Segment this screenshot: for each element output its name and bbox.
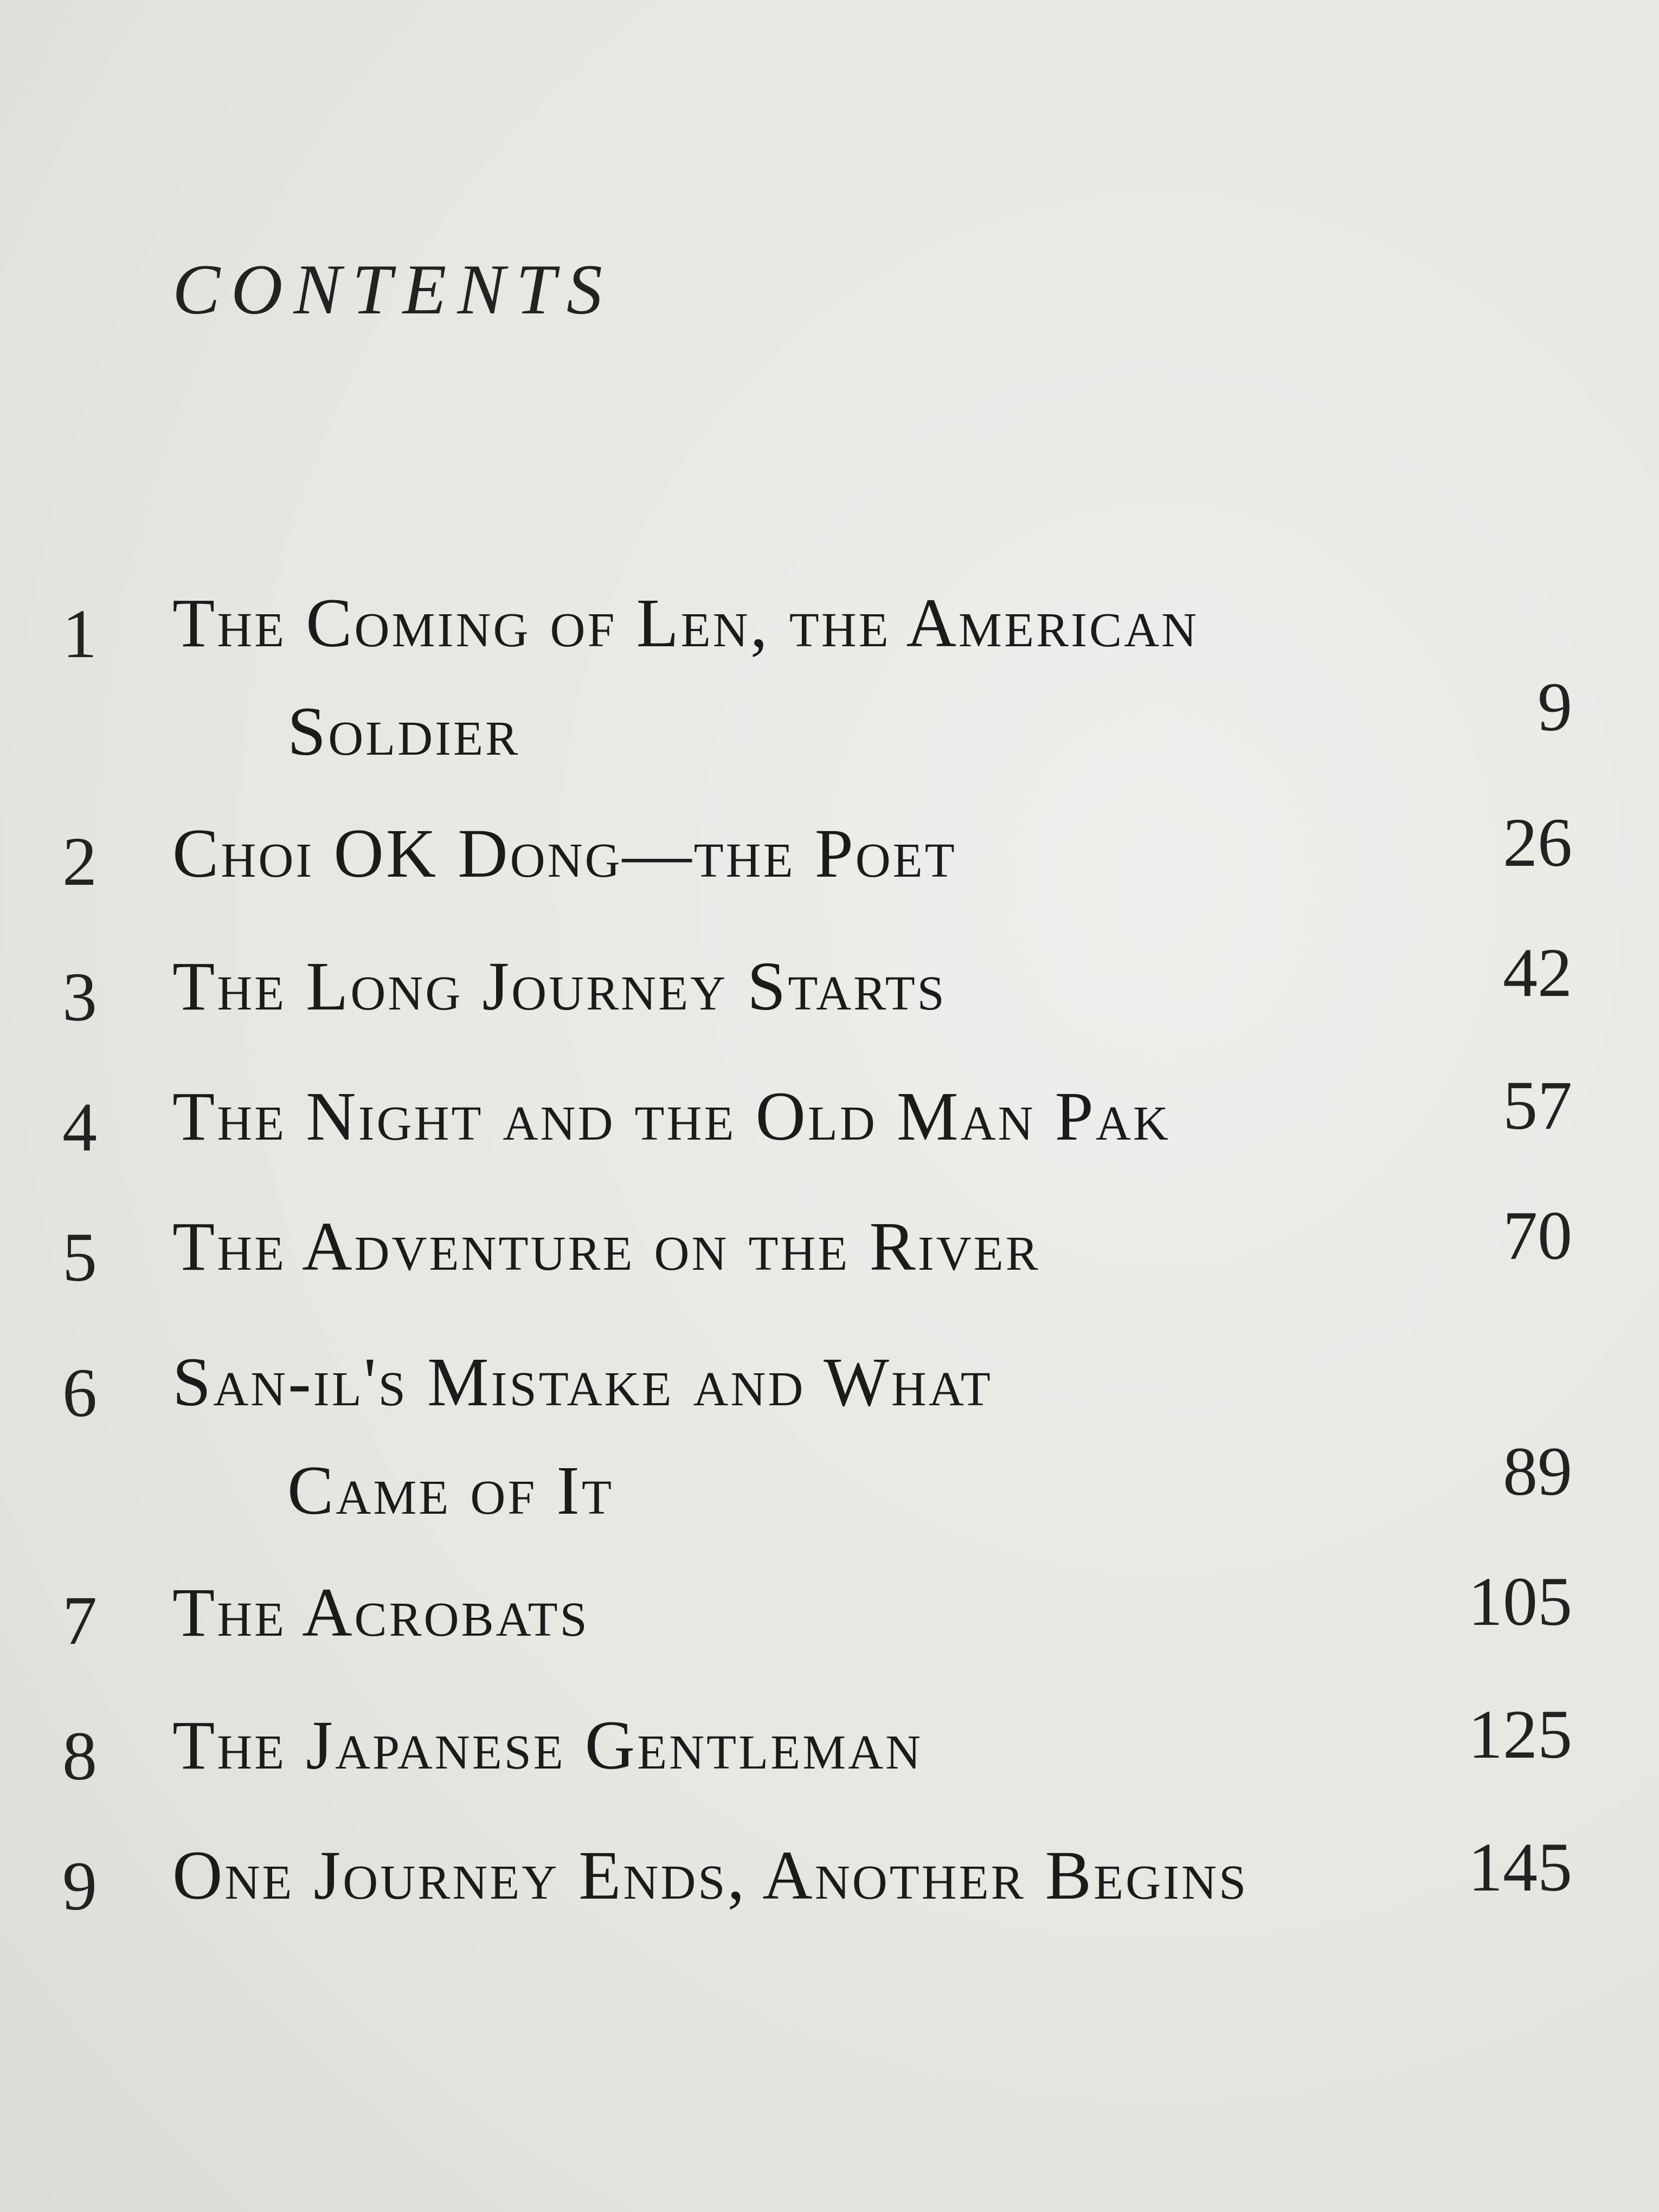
page-number: 125: [1468, 1696, 1572, 1773]
page-number: 145: [1468, 1829, 1572, 1906]
chapter-title-continuation: Came of It: [287, 1452, 614, 1529]
chapter-number: 3: [62, 959, 97, 1036]
chapter-number: 8: [62, 1718, 97, 1795]
chapter-number: 6: [62, 1354, 97, 1431]
chapter-number: 5: [62, 1219, 97, 1296]
chapter-number: 9: [62, 1848, 97, 1925]
chapter-title: Choi OK Dong—the Poet: [172, 815, 957, 892]
chapter-title-continuation: Soldier: [287, 693, 520, 770]
chapter-title: The Japanese Gentleman: [172, 1707, 923, 1784]
page-number: 9: [1538, 668, 1572, 745]
page-number: 89: [1503, 1433, 1572, 1510]
chapter-title: San-il's Mistake and What: [172, 1343, 993, 1420]
chapter-title: The Night and the Old Man Pak: [172, 1078, 1171, 1155]
page-number: 105: [1468, 1563, 1572, 1640]
chapter-number: 2: [62, 823, 97, 900]
chapter-title: The Coming of Len, the American: [172, 584, 1199, 661]
chapter-number: 4: [62, 1089, 97, 1166]
page-number: 57: [1503, 1067, 1572, 1144]
chapter-number: 7: [62, 1582, 97, 1659]
contents-heading: CONTENTS: [172, 249, 613, 329]
page-number: 42: [1503, 934, 1572, 1011]
chapter-title: The Acrobats: [172, 1574, 589, 1651]
page-number: 26: [1503, 804, 1572, 881]
chapter-number: 1: [62, 595, 97, 672]
chapter-title: The Adventure on the River: [172, 1208, 1040, 1285]
chapter-title: The Long Journey Starts: [172, 948, 947, 1025]
page-number: 70: [1503, 1197, 1572, 1274]
chapter-title: One Journey Ends, Another Begins: [172, 1837, 1249, 1914]
